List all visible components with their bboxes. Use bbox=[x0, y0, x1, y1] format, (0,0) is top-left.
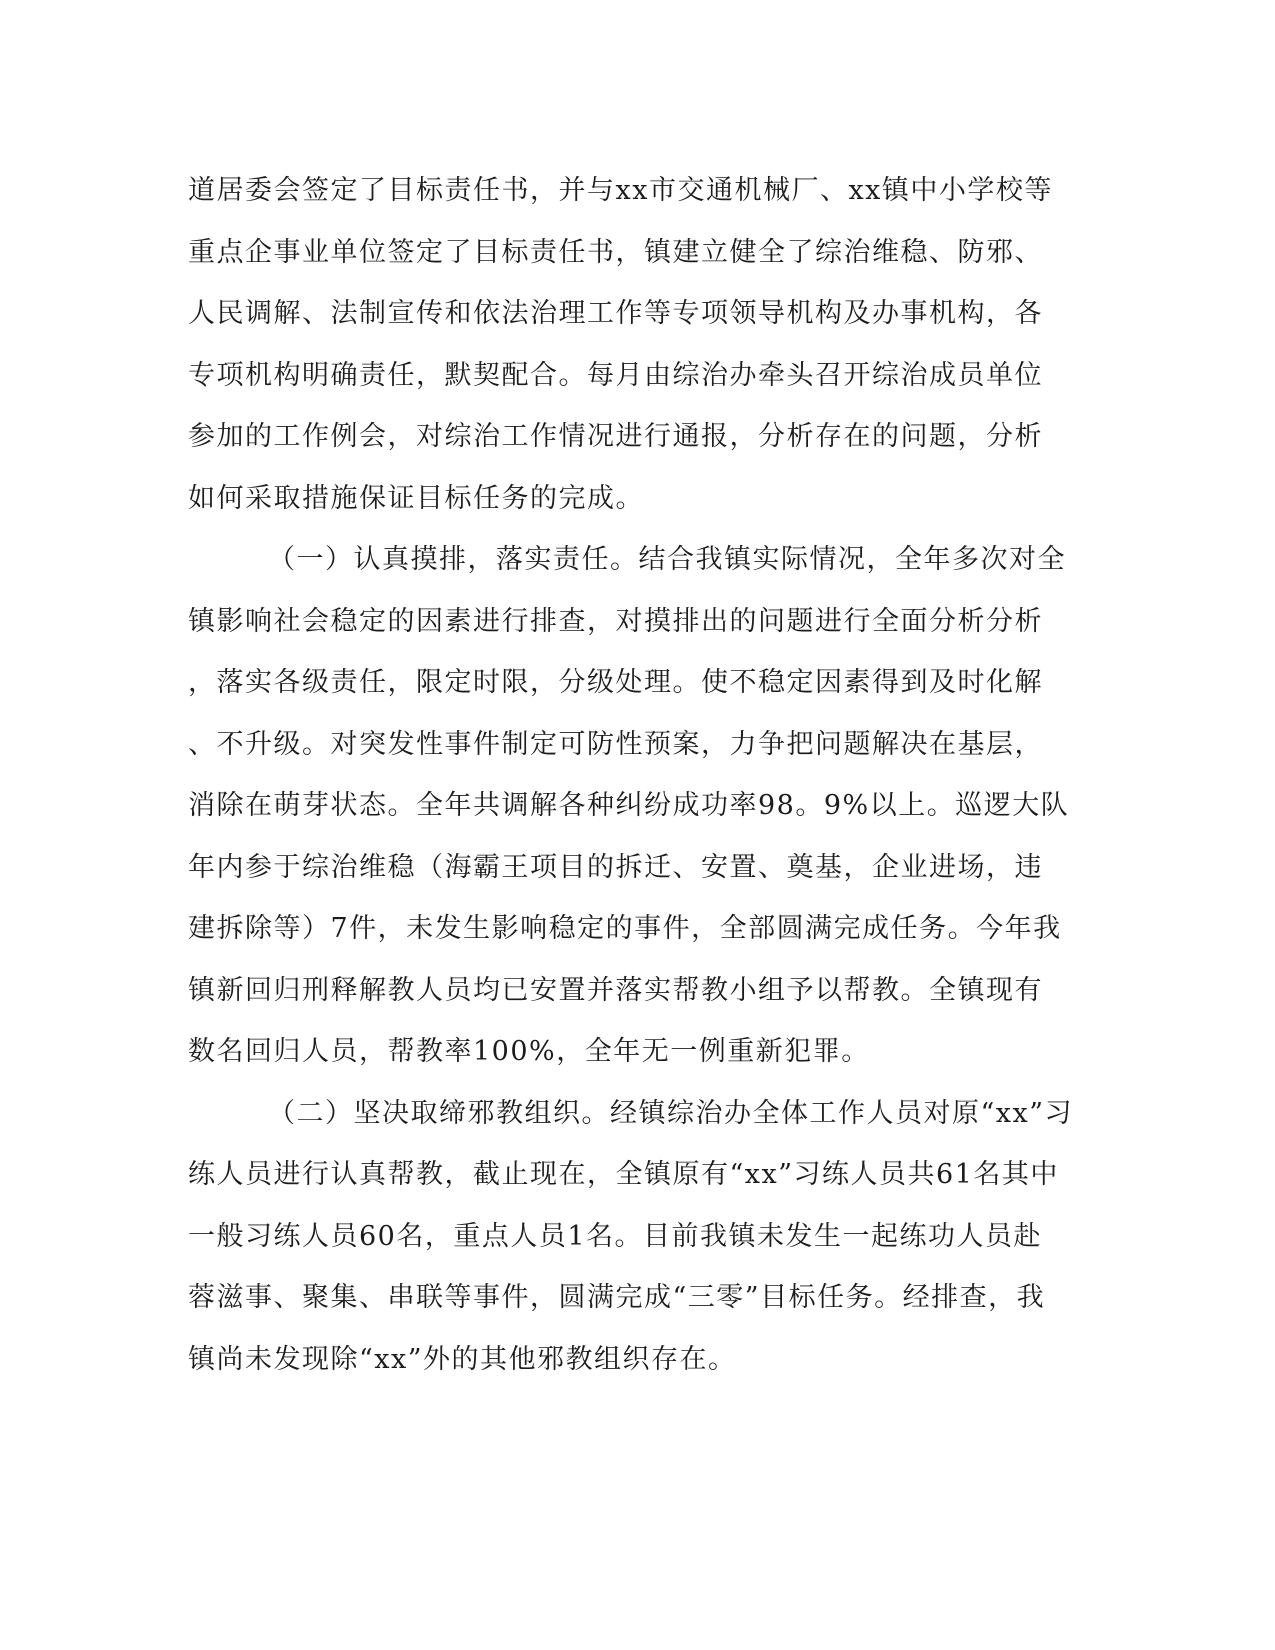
text-line: 练人员进行认真帮教，截止现在，全镇原有“xx”习练人员共61名其中 bbox=[188, 1159, 1059, 1190]
document-body bbox=[188, 160, 1088, 1390]
text-line: 消除在萌芽状态。全年共调解各种纠纷成功率98。9%以上。巡逻大队 bbox=[188, 790, 1070, 821]
text-line: 重点企事业单位签定了目标责任书，镇建立健全了综治维稳、防邪、 bbox=[188, 236, 1043, 268]
paragraph-first-line: （二）坚决取缔邪教组织。经镇综治办全体工作人员对原“xx”习 bbox=[268, 1097, 1074, 1129]
text-line: 道居委会签定了目标责任书，并与xx市交通机械厂、xx镇中小学校等 bbox=[188, 175, 1053, 206]
text-line: 人民调解、法制宣传和依法治理工作等专项领导机构及办事机构，各 bbox=[188, 298, 1043, 329]
text-line: 镇新回归刑释解教人员均已安置并落实帮教小组予以帮教。全镇现有 bbox=[188, 974, 1043, 1006]
text-line: 、不升级。对突发性事件制定可防性预案，力争把问题解决在基层， bbox=[188, 728, 1043, 760]
text-line: 数名回归人员，帮教率100%，全年无一例重新犯罪。 bbox=[188, 1036, 870, 1067]
text-line: 如何采取措施保证目标任务的完成。 bbox=[188, 482, 644, 514]
text-line: 镇影响社会稳定的因素进行排查，对摸排出的问题进行全面分析分析 bbox=[188, 605, 1043, 637]
paragraph-first-line: （一）认真摸排，落实责任。结合我镇实际情况，全年多次对全 bbox=[268, 544, 1066, 575]
text-line: 一般习练人员60名，重点人员1名。目前我镇未发生一起练功人员赴 bbox=[188, 1220, 1043, 1252]
text-line: 蓉滋事、聚集、串联等事件，圆满完成“三零”目标任务。经排查，我 bbox=[188, 1282, 1046, 1313]
text-line: ，落实各级责任，限定时限，分级处理。使不稳定因素得到及时化解 bbox=[188, 667, 1043, 698]
text-line: 建拆除等）7件，未发生影响稳定的事件，全部圆满完成任务。今年我 bbox=[188, 913, 1062, 944]
text-line: 参加的工作例会，对综治工作情况进行通报，分析存在的问题，分析 bbox=[188, 421, 1043, 452]
text-line: 镇尚未发现除“xx”外的其他邪教组织存在。 bbox=[188, 1343, 737, 1375]
text-line: 专项机构明确责任，默契配合。每月由综治办牵头召开综治成员单位 bbox=[188, 359, 1043, 391]
text-line: 年内参于综治维稳（海霸王项目的拆迁、安置、奠基，企业进场，违 bbox=[188, 851, 1043, 883]
